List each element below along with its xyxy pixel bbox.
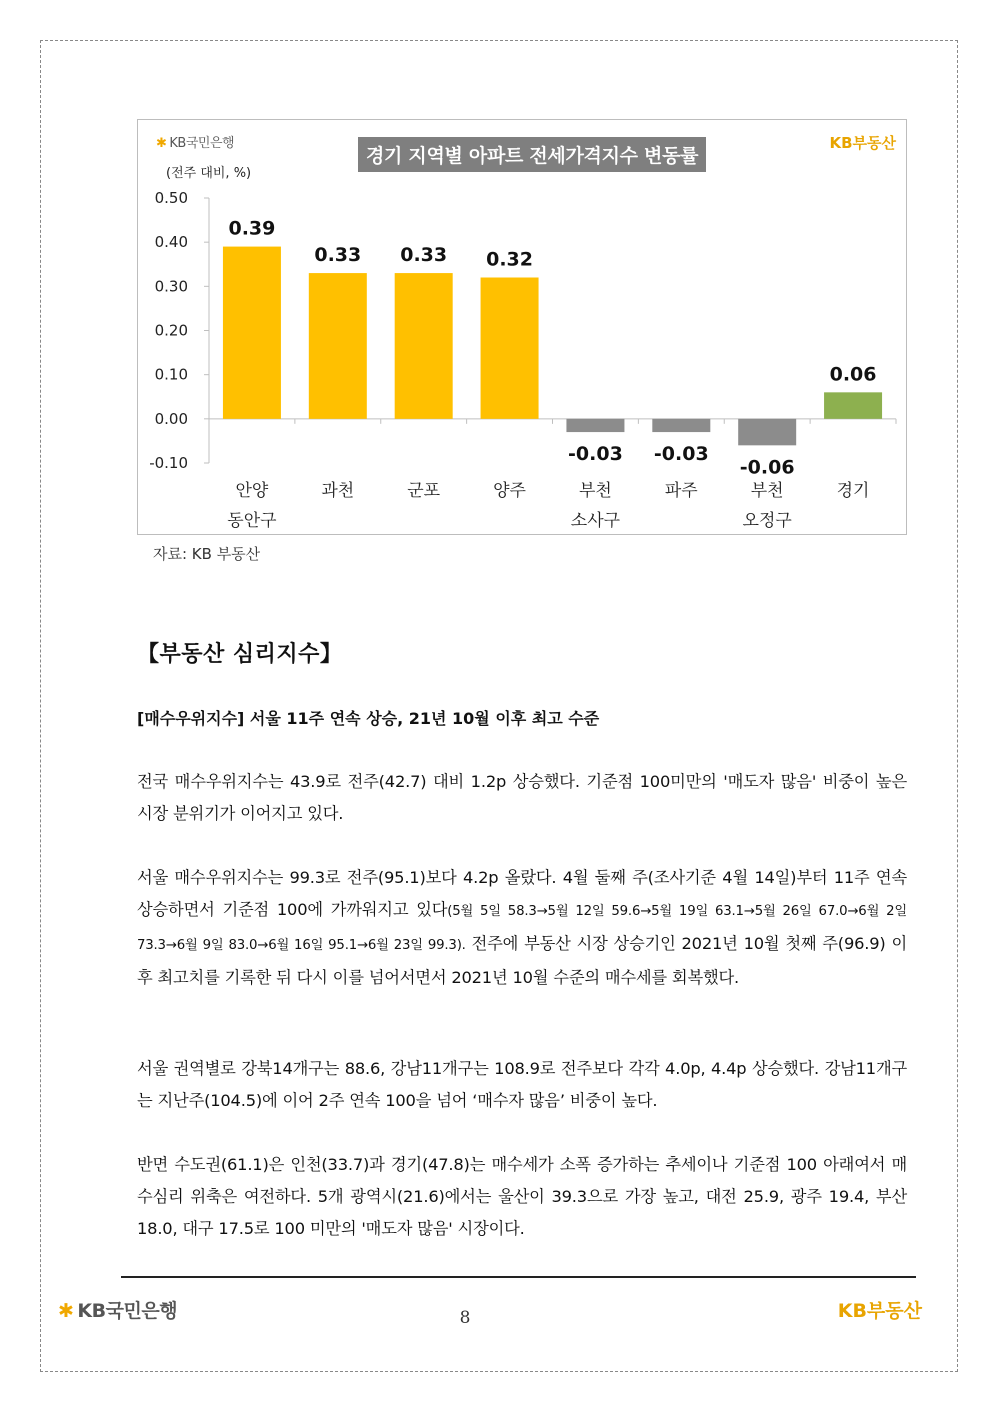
chart-title: 경기 지역별 아파트 전세가격지수 변동률 — [358, 137, 706, 172]
category-label: 부천 — [750, 481, 784, 501]
y-tick-label: -0.10 — [149, 454, 188, 472]
data-label: -0.03 — [568, 443, 623, 466]
data-label: -0.03 — [653, 443, 709, 466]
data-label: 0.39 — [228, 217, 276, 240]
data-label: 0.33 — [400, 244, 448, 267]
bar — [566, 419, 624, 432]
category-label: 부천 — [579, 481, 612, 501]
kb-star-icon: ✱ — [156, 136, 167, 151]
paragraph-3 — [137, 1053, 907, 1117]
y-tick-label: 0.00 — [154, 409, 188, 428]
bar — [309, 273, 367, 419]
page-number: 8 — [459, 1308, 471, 1328]
y-tick-label: 0.20 — [154, 321, 188, 340]
paragraph-2-text: 서울 매수우위지수는 99.3로 전주(95.1)보다 4.2p 올랐다. 4월 둘째 주(조사기준 4월 14일)부터 11주 연속 상승하면서 기준점 100에 가까워지고 있다 — [137, 868, 907, 919]
data-label: 0.32 — [486, 248, 534, 271]
y-tick-label: 0.30 — [154, 277, 188, 296]
category-label-line2: 동안구 — [227, 511, 277, 531]
bar — [652, 419, 710, 432]
category-label: 파주 — [664, 481, 698, 501]
kb-bank-logo-text: KB국민은행 — [169, 136, 235, 151]
footer-kb-bank-logo — [58, 1296, 177, 1323]
category-label: 군포 — [407, 481, 441, 501]
bar-chart — [138, 120, 906, 534]
paragraph-3-text: 서울 권역별로 강북14개구는 88.6, 강남11개구는 108.9로 전주보다 각각 4.0p, 4.4p 상승했다. 강남11개구는 지난주(104.5)에 이어 2주 연속 100을 넘어 ‘매수자 많음’ 비중이 높다. — [137, 1059, 907, 1110]
chart-source: 자료: KB 부동산 — [153, 545, 261, 563]
bar — [395, 273, 453, 419]
paragraph-1 — [137, 766, 907, 830]
bar — [738, 419, 796, 446]
category-label: 양주 — [493, 481, 526, 501]
category-label-line2: 오정구 — [742, 511, 792, 531]
category-label: 안양 — [235, 481, 269, 501]
footer-kb-bank-logo-text: KB국민은행 — [77, 1300, 178, 1322]
footer-rule — [121, 1276, 916, 1278]
section-title: 【부동산 심리지수】 — [137, 642, 343, 667]
data-label: -0.06 — [739, 456, 795, 479]
chart-container — [137, 119, 907, 535]
bar — [481, 278, 539, 419]
category-label-line2: 소사구 — [570, 511, 621, 531]
footer-kb-star-icon: ✱ — [58, 1300, 74, 1322]
y-tick-label: 0.50 — [154, 189, 188, 207]
kb-bank-logo — [156, 132, 234, 151]
paragraph-2-tail: 전주에 부동산 시장 상승기인 2021년 10월 첫째 주(96.9) 이후 최고치를 기록한 뒤 다시 이를 넘어서면서 2021년 10월 수준의 매수세를 회복했다. — [137, 934, 907, 987]
bar — [223, 247, 281, 419]
paragraph-4-text: 반면 수도권(61.1)은 인천(33.7)과 경기(47.8)는 매수세가 소폭 증가하는 추세이나 기준점 100 아래여서 매수심리 위축은 여전하다. 5개 광역시(21.6)에서는 울산이 39.3으로 가장 높고, 대전 25.9, 광주 19.4, 부산 18.0, 대구 17.5로 100 미만의 '매도자 많음' 시장이다. — [137, 1155, 907, 1238]
paragraph-1-text: 전국 매수우위지수는 43.9로 전주(42.7) 대비 1.2p 상승했다. 기준점 100미만의 '매도자 많음' 비중이 높은 시장 분위기가 이어지고 있다. — [137, 772, 907, 823]
category-label: 경기 — [836, 481, 870, 501]
paragraph-2-weekly-series: (5월 5일 58.3→5월 12일 59.6→5월 19일 63.1→5월 26일 67.0→6월 2일 73.3→6월 9일 83.0→6월 16일 95.1→6월 23일 99.3). — [137, 904, 907, 953]
paragraph-2 — [137, 862, 907, 994]
headline: [매수우위지수] 서울 11주 연속 상승, 21년 10월 이후 최고 수준 — [137, 709, 600, 728]
unit-label: (전주 대비, %) — [166, 166, 252, 181]
bar — [824, 392, 882, 419]
data-label: 0.06 — [829, 363, 877, 386]
y-tick-label: 0.10 — [154, 365, 188, 384]
paragraph-4 — [137, 1149, 907, 1245]
y-tick-label: 0.40 — [154, 233, 188, 252]
data-label: 0.33 — [314, 244, 362, 267]
category-label: 과천 — [321, 481, 355, 501]
footer-kb-realestate-logo: KB부동산 — [837, 1300, 922, 1322]
kb-realestate-logo: KB부동산 — [829, 134, 896, 152]
